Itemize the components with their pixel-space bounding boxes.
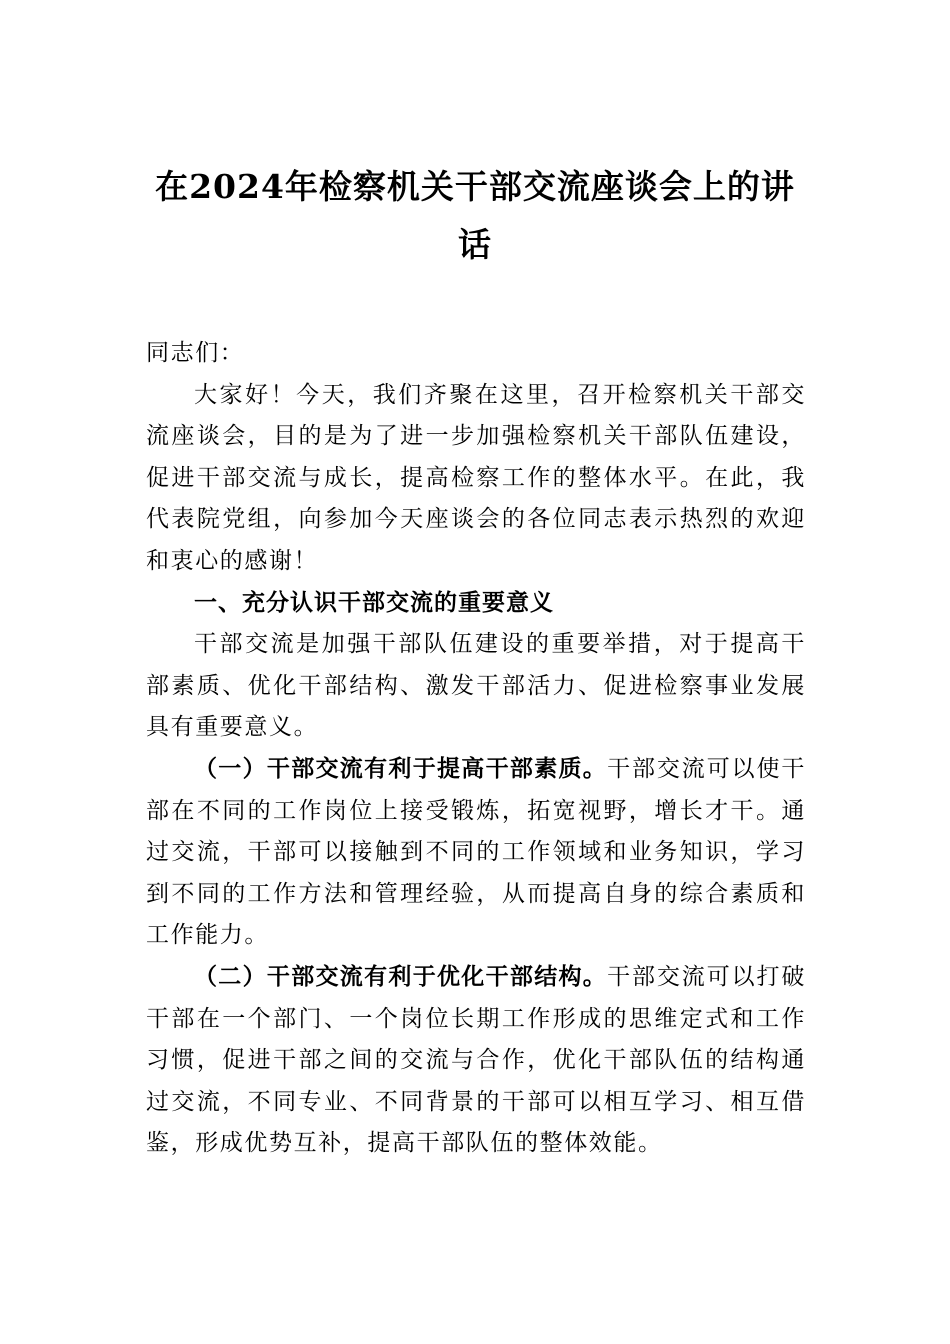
document-body [146, 333, 806, 1165]
section-heading-1: 一、充分认识干部交流的重要意义 [194, 589, 554, 616]
point-text-2: 干部交流可以打破干部在一个部门、一个岗位长期工作形成的思维定式和工作习惯，促进干部之间的交流与合作，优化干部队伍的结构通过交流，不同专业、不同背景的干部可以相互学习、相互借鉴，形成优势互补，提高干部队伍的整体效能。 [146, 963, 806, 1157]
salutation: 同志们： [146, 340, 245, 366]
section-paragraph-1: 干部交流是加强干部队伍建设的重要举措，对于提高干部素质、优化干部结构、激发干部活力、促进检察事业发展具有重要意义。 [146, 631, 806, 741]
point-paragraph-1 [146, 749, 806, 957]
point-paragraph-2 [146, 957, 806, 1165]
document-title: 在2024年检察机关干部交流座谈会上的讲话 [155, 167, 795, 264]
point-heading-1: （一）干部交流有利于提高干部素质。 [194, 755, 608, 782]
point-heading-2: （二）干部交流有利于优化干部结构。 [194, 963, 608, 990]
point-text-1: 干部交流可以使干部在不同的工作岗位上接受锻炼，拓宽视野，增长才干。通过交流，干部可以接触到不同的工作领域和业务知识，学习到不同的工作方法和管理经验，从而提高自身的综合素质和工作能力。 [146, 755, 806, 949]
intro-paragraph: 大家好！今天，我们齐聚在这里，召开检察机关干部交流座谈会，目的是为了进一步加强检察机关干部队伍建设，促进干部交流与成长，提高检察工作的整体水平。在此，我代表院党组，向参加今天座谈会的各位同志表示热烈的欢迎和衷心的感谢！ [146, 381, 806, 574]
